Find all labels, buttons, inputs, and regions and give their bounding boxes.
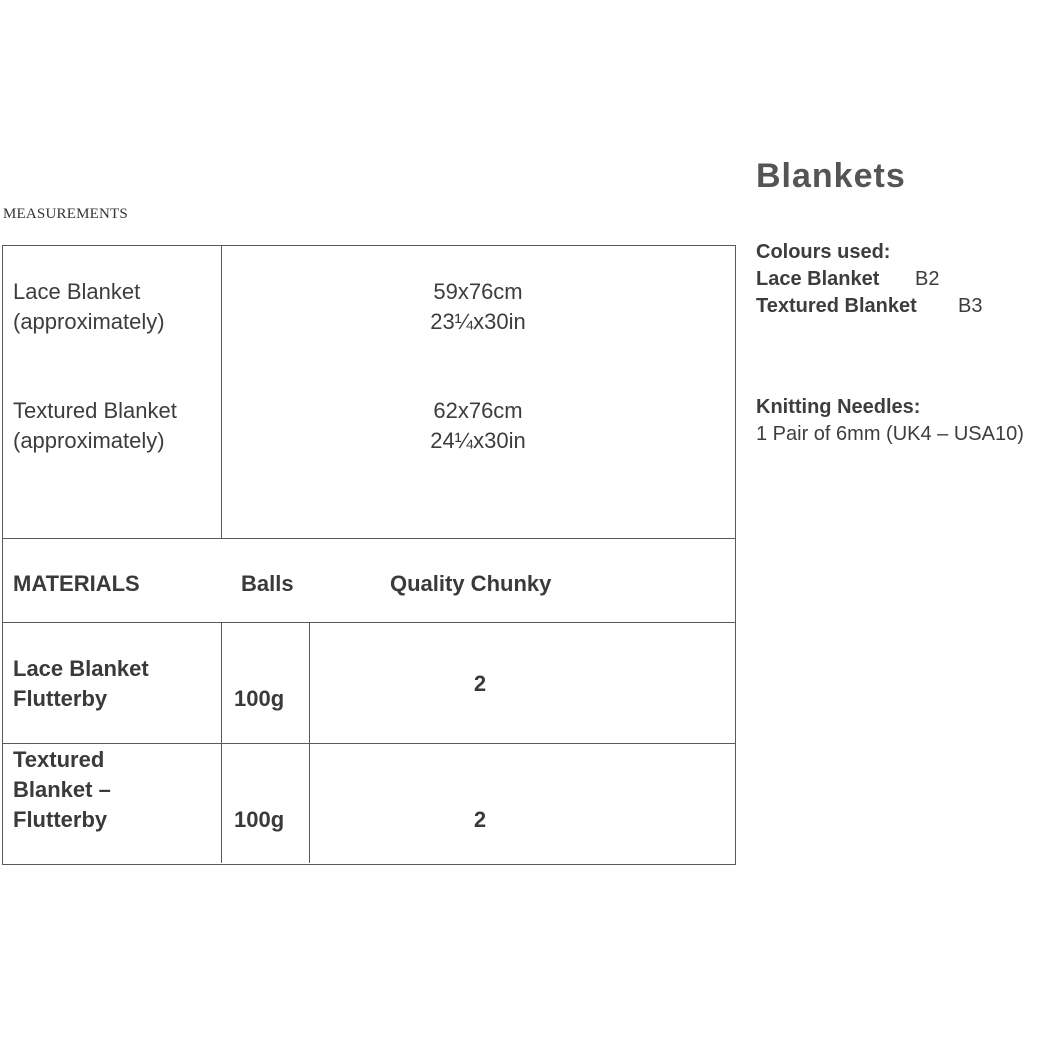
material-name-line: Lace Blanket — [13, 656, 149, 681]
material-weight: 100g — [234, 686, 285, 711]
measurement-qualifier: (approximately) — [13, 309, 165, 334]
measurement-metric: 62x76cm — [433, 398, 523, 423]
measurement-name: Lace Blanket — [13, 279, 141, 304]
table-divider — [221, 622, 222, 863]
measurement-imperial: 23¼x30in — [430, 309, 526, 334]
table-divider — [2, 538, 735, 539]
materials-label: MATERIALS — [13, 571, 140, 596]
material-name-line: Flutterby — [13, 807, 108, 832]
material-name-line: Blanket – — [13, 777, 111, 802]
needles-title: Knitting Needles: — [756, 396, 921, 418]
needles-value: 1 Pair of 6mm (UK4 – USA10) — [756, 423, 1024, 445]
colour-item-code: B3 — [958, 295, 983, 317]
table-divider — [2, 622, 735, 623]
colour-item-name: Textured Blanket — [756, 295, 917, 317]
balls-header: Balls — [241, 571, 294, 596]
colours-title: Colours used: — [756, 241, 891, 263]
material-weight: 100g — [234, 807, 285, 832]
measurement-imperial: 24¼x30in — [430, 428, 526, 453]
table-outer-border — [2, 245, 736, 865]
material-name-line: Flutterby — [13, 686, 108, 711]
measurement-metric: 59x76cm — [433, 279, 523, 304]
measurement-name: Textured Blanket — [13, 398, 177, 423]
material-quantity: 2 — [473, 671, 487, 696]
quality-header: Quality Chunky — [390, 571, 552, 596]
material-name-line: Textured — [13, 747, 105, 772]
measurements-label: MEASUREMENTS — [3, 206, 128, 222]
table-divider — [2, 743, 735, 744]
colour-item-name: Lace Blanket — [756, 268, 880, 290]
material-quantity: 2 — [473, 807, 487, 832]
page-heading-fragment: Blankets — [756, 160, 906, 195]
measurement-qualifier: (approximately) — [13, 428, 165, 453]
colour-item-code: B2 — [915, 268, 940, 290]
